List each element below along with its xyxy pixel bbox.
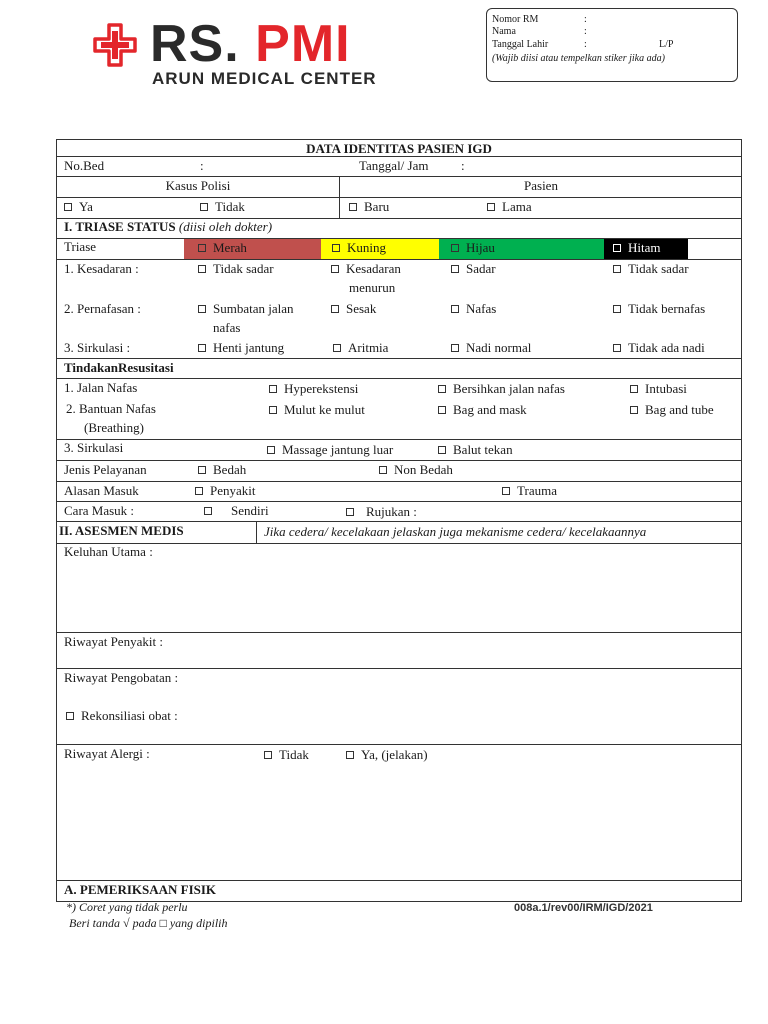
sirkulasi2-label: 3. Sirkulasi	[64, 440, 124, 455]
jalan-nafas-opt3-label: Intubasi	[645, 381, 687, 396]
riwayat-pengobatan-label: Riwayat Pengobatan :	[64, 670, 179, 685]
bantuan-nafas-opt2-label: Bag and mask	[453, 402, 527, 417]
sirkulasi-opt1[interactable]	[198, 339, 284, 357]
option-tidak-label: Tidak	[215, 199, 245, 214]
sticker-colon: :	[584, 26, 587, 37]
triase-status-heading	[64, 218, 272, 236]
kesadaran-opt2-label: Kesadaran	[346, 261, 401, 276]
checkbox[interactable]	[264, 751, 272, 759]
tanggal-jam-colon: :	[461, 158, 465, 173]
option-kuning-label: Kuning	[347, 240, 386, 255]
jenis-pelayanan-opt1-label: Bedah	[213, 462, 247, 477]
checkbox[interactable]	[438, 385, 446, 393]
checkbox[interactable]	[346, 751, 354, 759]
checkbox[interactable]	[333, 344, 341, 352]
logo-rs: RS.	[150, 15, 240, 73]
asesmen-note: Jika cedera/ kecelakaan jelaskan juga mekanisme cedera/ kecelakaannya	[264, 524, 647, 539]
logo-subtitle: ARUN MEDICAL CENTER	[152, 69, 377, 88]
bantuan-nafas-label: 2. Bantuan Nafas	[66, 401, 156, 416]
alergi-opt-tidak[interactable]	[264, 746, 309, 764]
option-baru-label: Baru	[364, 199, 390, 214]
pernafasan-opt2[interactable]	[331, 300, 376, 318]
jenis-pelayanan-opt2-label: Non Bedah	[394, 462, 453, 477]
bantuan-nafas-opt1-label: Mulut ke mulut	[284, 402, 365, 417]
riwayat-penyakit-label: Riwayat Penyakit :	[64, 634, 163, 649]
pernafasan-opt4-label: Tidak bernafas	[628, 301, 706, 316]
option-hijau[interactable]	[451, 239, 495, 257]
option-kuning[interactable]	[332, 239, 386, 257]
sirkulasi-opt1-label: Henti jantung	[213, 340, 285, 355]
option-hijau-label: Hijau	[466, 240, 495, 255]
sticker-lp: L/P	[659, 39, 674, 50]
checkbox[interactable]	[438, 406, 446, 414]
form-title: DATA IDENTITAS PASIEN IGD	[306, 141, 492, 156]
no-bed-colon: :	[200, 158, 204, 173]
bantuan-nafas-opt1[interactable]	[269, 401, 365, 419]
jenis-pelayanan-opt1[interactable]	[198, 461, 246, 479]
sirkulasi2-opt2[interactable]	[438, 441, 513, 459]
alergi-opt-ya-label: Ya, (jelakan)	[361, 747, 428, 762]
tanggal-jam-label: Tanggal/ Jam	[359, 158, 429, 173]
no-bed-label: No.Bed	[64, 158, 105, 173]
checkbox[interactable]	[195, 487, 203, 495]
checkbox[interactable]	[438, 446, 446, 454]
kasus-polisi-label: Kasus Polisi	[165, 178, 231, 193]
checkbox[interactable]	[502, 487, 510, 495]
kesadaran-opt2-label-cont: menurun	[349, 280, 396, 295]
jalan-nafas-opt2-label: Bersihkan jalan nafas	[453, 381, 565, 396]
checkbox[interactable]	[198, 466, 206, 474]
checkbox[interactable]	[487, 203, 495, 211]
cara-masuk-label: Cara Masuk :	[64, 503, 135, 518]
logo-pmi: PMI	[255, 15, 351, 73]
checkbox[interactable]	[200, 203, 208, 211]
option-hitam[interactable]	[613, 239, 661, 257]
checkbox[interactable]	[269, 385, 277, 393]
kesadaran-label: 1. Kesadaran :	[64, 261, 139, 276]
option-tidak[interactable]	[200, 198, 245, 216]
option-baru[interactable]	[349, 198, 389, 216]
alergi-opt-ya[interactable]	[346, 746, 428, 764]
jalan-nafas-opt1-label: Hyperekstensi	[284, 381, 359, 396]
rekonsiliasi-label: Rekonsiliasi obat :	[81, 708, 178, 723]
kesadaran-opt4-label: Tidak sadar	[628, 261, 689, 276]
alasan-masuk-opt2-label: Trauma	[517, 483, 557, 498]
checkbox[interactable]	[204, 507, 212, 515]
sticker-nomor-rm: Nomor RM	[492, 14, 539, 25]
asesmen-heading: II. ASESMEN MEDIS	[59, 523, 184, 538]
option-hitam-label: Hitam	[628, 240, 661, 255]
pernafasan-opt1-label: Sumbatan jalan	[213, 301, 294, 316]
checkbox[interactable]	[198, 305, 206, 313]
pernafasan-opt2-label: Sesak	[346, 301, 377, 316]
red-cross-icon	[92, 22, 138, 68]
kesadaran-opt4[interactable]	[613, 260, 689, 278]
bantuan-nafas-opt2[interactable]	[438, 401, 527, 419]
alasan-masuk-opt1-label: Penyakit	[210, 483, 256, 498]
checkbox[interactable]	[198, 265, 206, 273]
triase-label: Triase	[64, 239, 97, 254]
checkbox[interactable]	[332, 244, 340, 252]
pernafasan-opt1[interactable]	[198, 300, 294, 318]
kesadaran-opt1-label: Tidak sadar	[213, 261, 274, 276]
kesadaran-opt2[interactable]	[331, 260, 401, 278]
option-ya-label: Ya	[79, 199, 93, 214]
sirkulasi2-opt1[interactable]	[267, 441, 393, 459]
checkbox[interactable]	[613, 305, 621, 313]
igd-form	[56, 139, 742, 902]
pemeriksaan-heading: A. PEMERIKSAAN FISIK	[64, 882, 217, 897]
option-merah-label: Merah	[213, 240, 247, 255]
jalan-nafas-label: 1. Jalan Nafas	[64, 380, 138, 395]
pasien-label: Pasien	[524, 178, 558, 193]
checkbox[interactable]	[198, 244, 206, 252]
alergi-opt-tidak-label: Tidak	[279, 747, 309, 762]
alasan-masuk-opt1[interactable]	[195, 482, 256, 500]
checkbox[interactable]	[613, 244, 621, 252]
pernafasan-opt1-label-cont: nafas	[213, 320, 241, 335]
sticker-colon: :	[584, 14, 587, 25]
pernafasan-label: 2. Pernafasan :	[64, 301, 141, 316]
checkbox[interactable]	[64, 203, 72, 211]
checkbox[interactable]	[630, 385, 638, 393]
triase-status-note: (diisi oleh dokter)	[178, 219, 273, 234]
kesadaran-opt3[interactable]	[451, 260, 496, 278]
checkbox[interactable]	[66, 712, 74, 720]
jalan-nafas-opt1[interactable]	[269, 380, 358, 398]
sirkulasi-opt2-label: Aritmia	[348, 340, 389, 355]
checkbox[interactable]	[267, 446, 275, 454]
tindakan-heading: TindakanResusitasi	[64, 360, 174, 375]
alasan-masuk-opt2[interactable]	[502, 482, 557, 500]
checkbox[interactable]	[451, 244, 459, 252]
bantuan-nafas-opt3-label: Bag and tube	[645, 402, 714, 417]
sirkulasi-opt3-label: Nadi normal	[466, 340, 532, 355]
checkbox[interactable]	[346, 508, 354, 516]
sirkulasi-opt2[interactable]	[333, 339, 388, 357]
option-lama-label: Lama	[502, 199, 532, 214]
sirkulasi2-opt2-label: Balut tekan	[453, 442, 513, 457]
sirkulasi-opt4[interactable]	[613, 339, 705, 357]
cara-masuk-opt2[interactable]	[346, 503, 417, 521]
sticker-colon: :	[584, 39, 587, 50]
checkbox[interactable]	[269, 406, 277, 414]
checkbox[interactable]	[331, 305, 339, 313]
bantuan-nafas-label-cont: (Breathing)	[84, 420, 144, 435]
pernafasan-opt3[interactable]	[451, 300, 496, 318]
patient-sticker-box[interactable]	[486, 8, 738, 82]
checkbox[interactable]	[349, 203, 357, 211]
jenis-pelayanan-opt2[interactable]	[379, 461, 453, 479]
riwayat-alergi-label: Riwayat Alergi :	[64, 746, 150, 761]
pernafasan-opt3-label: Nafas	[466, 301, 497, 316]
jenis-pelayanan-label: Jenis Pelayanan	[64, 462, 147, 477]
sirkulasi-label: 3. Sirkulasi :	[64, 340, 131, 355]
checkbox[interactable]	[198, 344, 206, 352]
checkbox[interactable]	[630, 406, 638, 414]
rekonsiliasi-option[interactable]	[66, 707, 178, 725]
checkbox[interactable]	[331, 265, 339, 273]
sticker-note: (Wajib diisi atau tempelkan stiker jika ada)	[492, 53, 665, 64]
checkbox[interactable]	[613, 265, 621, 273]
sticker-tanggal-lahir: Tanggal Lahir	[492, 39, 549, 50]
sirkulasi2-opt1-label: Massage jantung luar	[282, 442, 394, 457]
jalan-nafas-opt2[interactable]	[438, 380, 565, 398]
kesadaran-opt3-label: Sadar	[466, 261, 496, 276]
cara-masuk-opt1[interactable]	[204, 502, 269, 520]
alasan-masuk-label: Alasan Masuk	[64, 483, 139, 498]
cara-masuk-opt2-label: Rujukan :	[366, 504, 417, 519]
jalan-nafas-opt3[interactable]	[630, 380, 687, 398]
sirkulasi-opt4-label: Tidak ada nadi	[628, 340, 705, 355]
option-lama[interactable]	[487, 198, 532, 216]
sticker-nama: Nama	[492, 26, 516, 37]
pernafasan-opt4[interactable]	[613, 300, 705, 318]
cara-masuk-opt1-label: Sendiri	[231, 503, 269, 518]
checkbox[interactable]	[451, 344, 459, 352]
logo-wordmark	[150, 16, 351, 72]
checkbox[interactable]	[613, 344, 621, 352]
form-code: 008a.1/rev00/IRM/IGD/2021	[514, 902, 653, 914]
keluhan-utama-label: Keluhan Utama :	[64, 544, 153, 559]
triase-status-title: I. TRIASE STATUS	[64, 219, 176, 234]
bantuan-nafas-opt3[interactable]	[630, 401, 714, 419]
kesadaran-opt1[interactable]	[198, 260, 274, 278]
checkbox[interactable]	[379, 466, 387, 474]
option-ya[interactable]	[64, 198, 93, 216]
checkbox[interactable]	[451, 305, 459, 313]
option-merah[interactable]	[198, 239, 247, 257]
checkbox[interactable]	[451, 265, 459, 273]
footer-note-2: Beri tanda √ pada □ yang dipilih	[69, 916, 228, 930]
footer-note-1: *) Coret yang tidak perlu	[66, 900, 188, 914]
sirkulasi-opt3[interactable]	[451, 339, 531, 357]
